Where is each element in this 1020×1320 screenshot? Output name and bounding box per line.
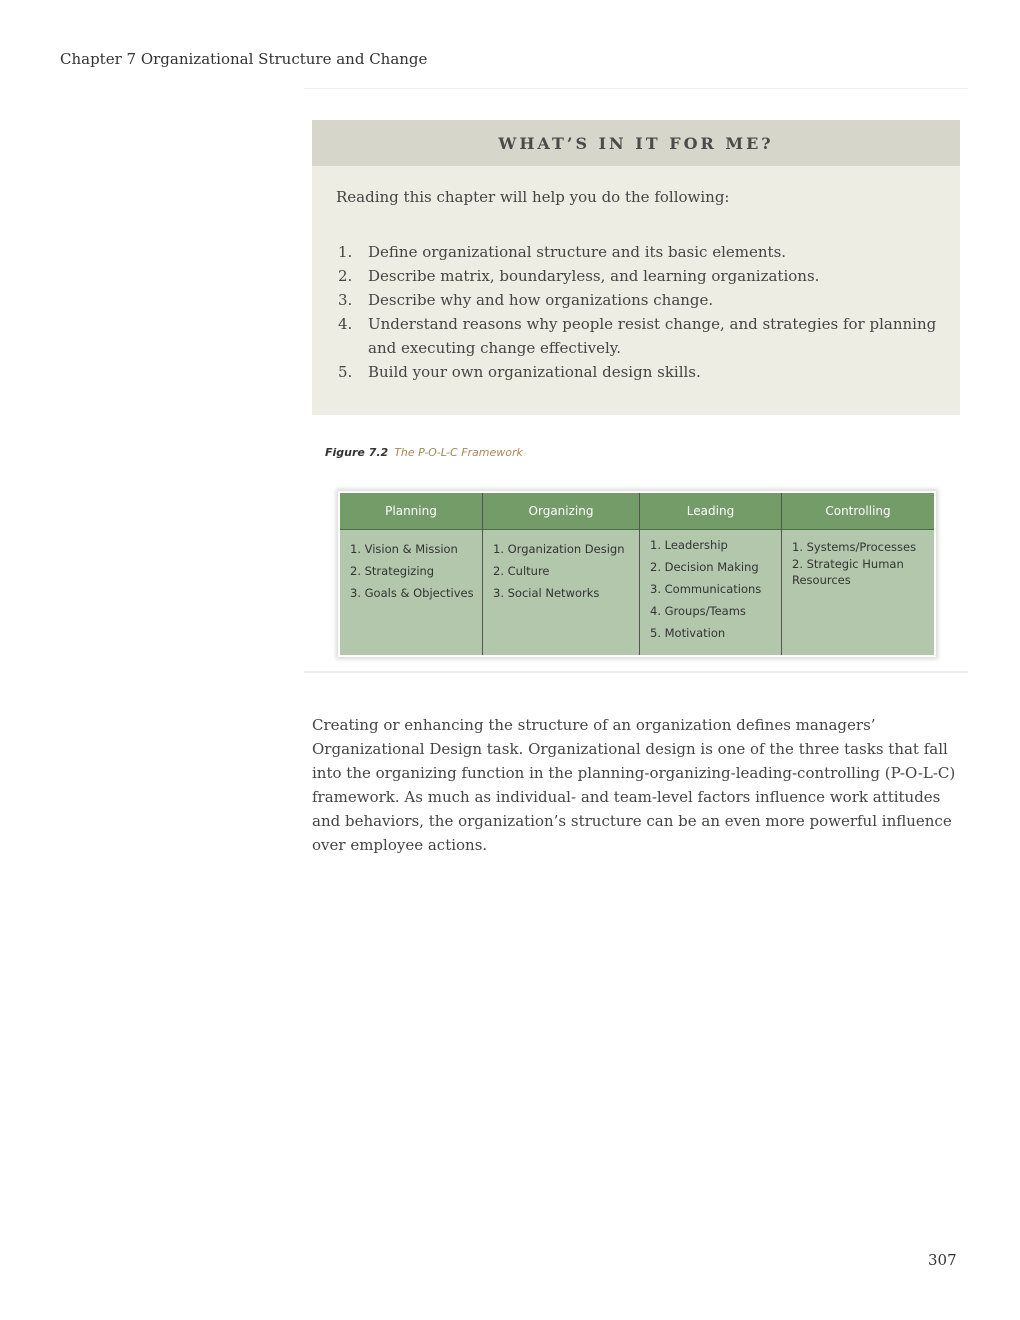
item-number: 4. (338, 315, 353, 333)
column-items (640, 530, 781, 644)
list-item: 1. Vision & Mission (350, 542, 458, 556)
column-items (340, 530, 482, 604)
column-items (782, 530, 934, 588)
list-item: 1. Organization Design (493, 542, 625, 556)
figure-label: Figure 7.2 (325, 446, 389, 459)
list-item: 1. Leadership (650, 538, 728, 552)
item-number: 2. (338, 267, 353, 285)
list-item: 2. Strategizing (350, 564, 435, 578)
list-item (338, 360, 938, 384)
column-leading (640, 493, 782, 655)
column-header: Controlling (782, 493, 934, 530)
list-item: 3. Communications (650, 582, 762, 596)
figure-caption (325, 446, 523, 459)
item-number: 3. (338, 291, 353, 309)
list-item: 2. Decision Making (650, 560, 759, 574)
running-head: Chapter 7 Organizational Structure and Change (60, 50, 428, 68)
list-item (338, 264, 938, 288)
list-item: 2. Culture (493, 564, 550, 578)
list-item: 4. Groups/Teams (650, 604, 746, 618)
list-item: 2. Strategic Human Resources (792, 557, 904, 587)
list-item (338, 312, 938, 360)
item-number: 5. (338, 363, 353, 381)
figure-title: The P-O-L-C Framework (394, 446, 523, 459)
item-text: Build your own organizational design skills. (368, 363, 701, 381)
list-item: 1. Systems/Processes (792, 540, 917, 554)
item-text: Describe matrix, boundaryless, and learning organizations. (368, 267, 820, 285)
item-text: Understand reasons why people resist change, and strategies for planning and executing change effectively. (368, 315, 937, 357)
item-text: Describe why and how organizations change. (368, 291, 714, 309)
list-item: 3. Goals & Objectives (350, 586, 474, 600)
box-heading: WHAT’S IN IT FOR ME? (312, 120, 960, 166)
column-organizing (483, 493, 640, 655)
item-text: Define organizational structure and its basic elements. (368, 243, 787, 261)
page-number: 307 (928, 1251, 957, 1269)
box-intro: Reading this chapter will help you do the following: (336, 188, 730, 206)
column-header: Organizing (483, 493, 639, 530)
column-header: Leading (640, 493, 781, 530)
column-header: Planning (340, 493, 482, 530)
item-number: 1. (338, 243, 353, 261)
polc-framework-diagram (338, 491, 936, 657)
column-controlling (782, 493, 934, 655)
whats-in-it-for-me-box (312, 120, 960, 415)
column-planning (340, 493, 483, 655)
list-item (338, 240, 938, 264)
list-item: 3. Social Networks (493, 586, 600, 600)
column-items (483, 530, 639, 604)
list-item: 5. Motivation (650, 626, 726, 640)
list-item (338, 288, 938, 312)
objectives-list (338, 240, 938, 384)
body-paragraph: Creating or enhancing the structure of an organization defines managers’ Organizational Design task. Organizational design is one of the three tasks that fall into the organizing function in the planning-organizing-leading-controlling (P-O-L-C) framework. As much as individual- and team-level factors influence work attitudes and behaviors, the organization’s structure can be an even more powerful influence over employee actions. (312, 716, 956, 854)
